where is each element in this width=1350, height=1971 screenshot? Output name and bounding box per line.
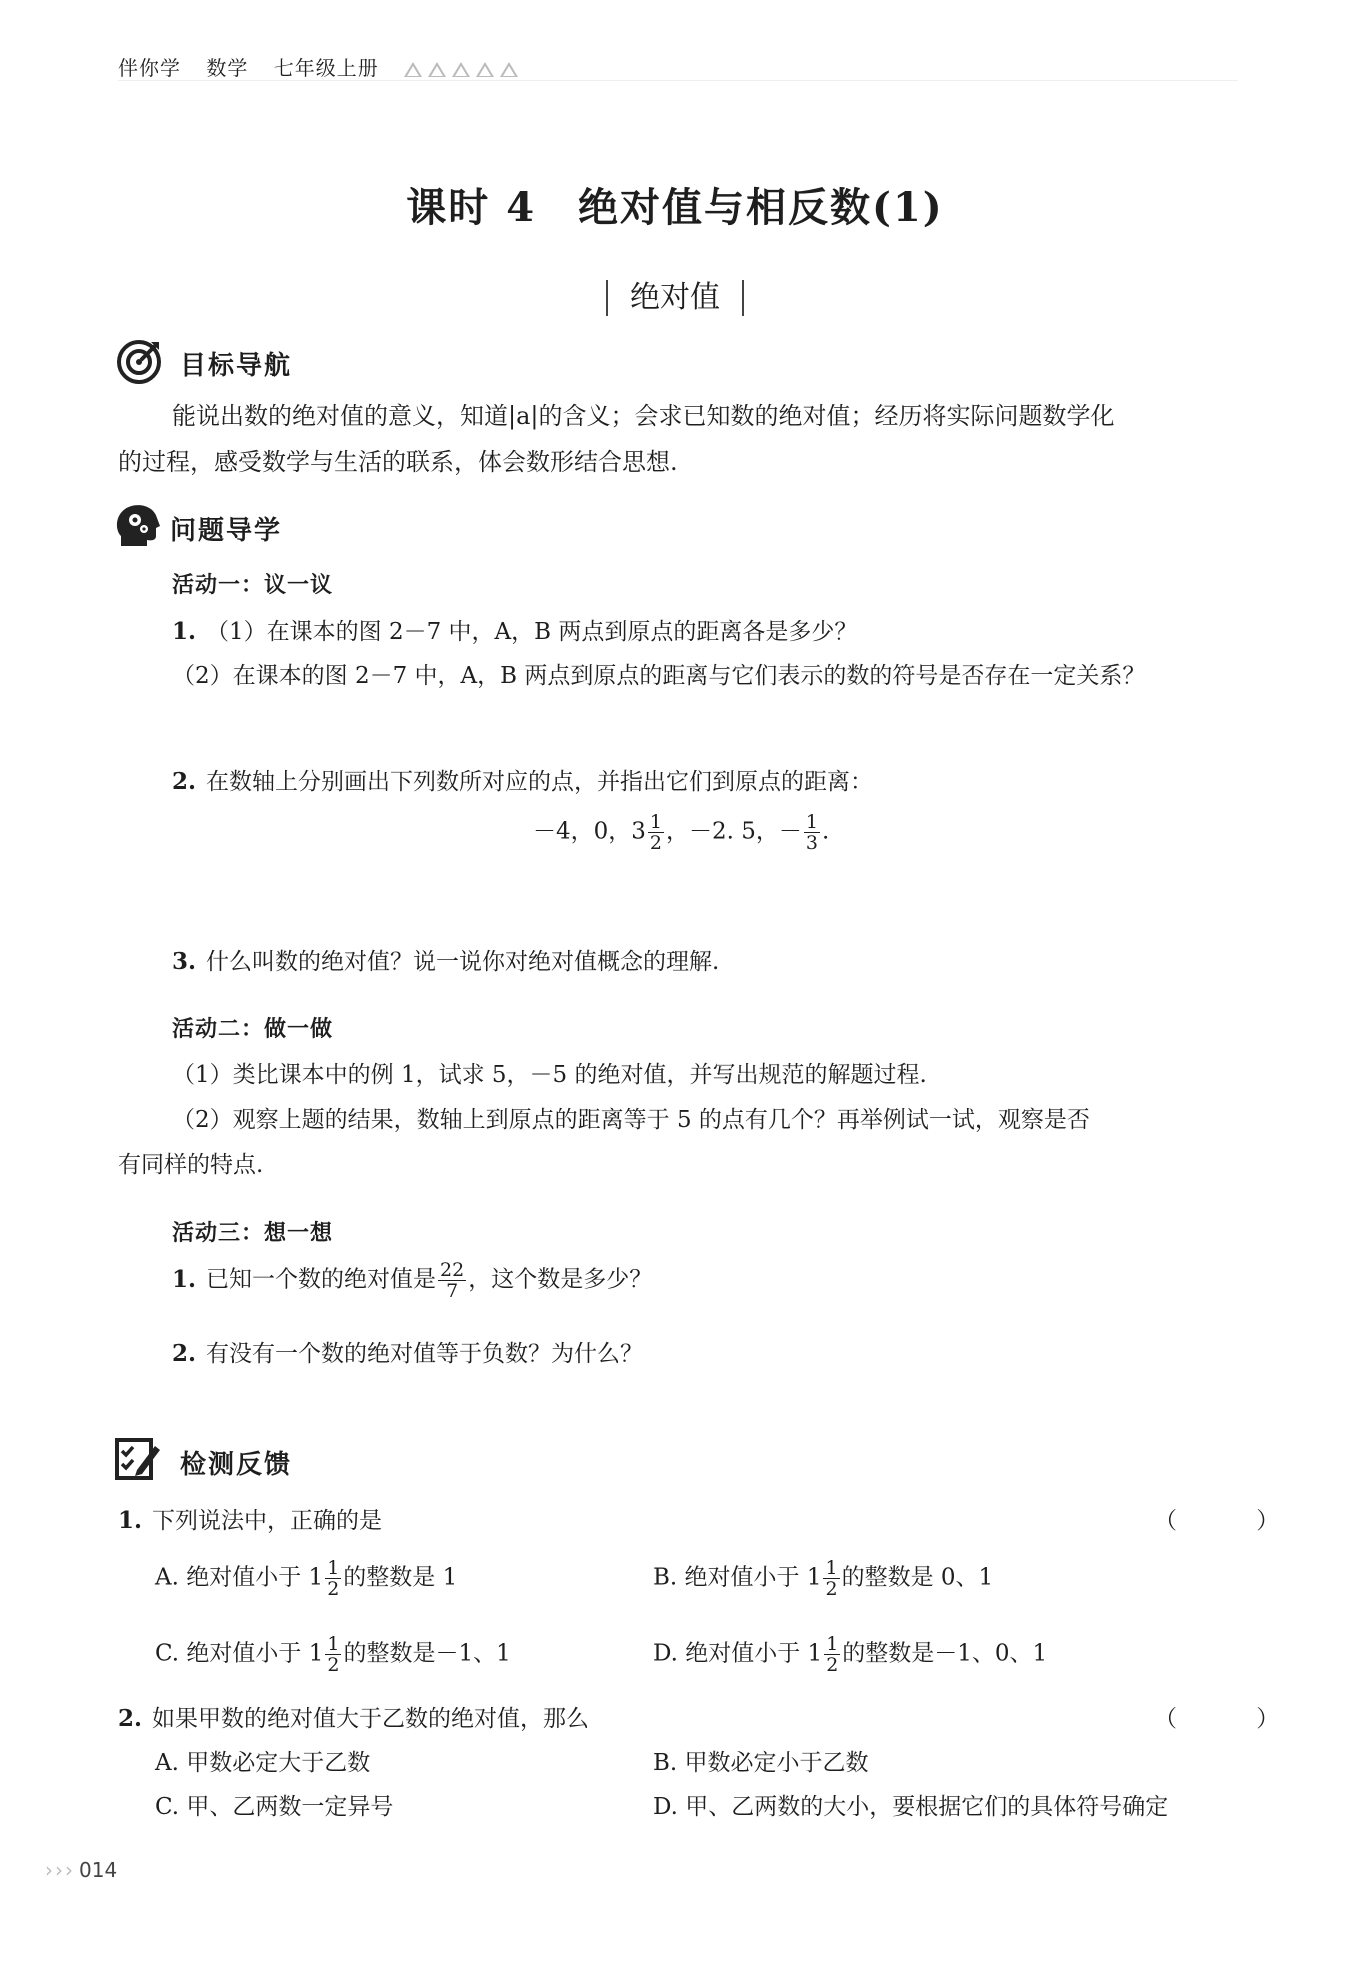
act1-question-3: [172, 943, 719, 976]
act2-part-2b: 有同样的特点.: [118, 1152, 264, 1178]
question-number: 2.: [172, 768, 197, 795]
act2-part-2a: （2）观察上题的结果，数轴上到原点的距离等于 5 的点有几个？再举例试一试，观察是否: [172, 1107, 1090, 1133]
question-text-pre: 已知一个数的绝对值是: [206, 1266, 437, 1293]
feedback-question-1: [118, 1502, 382, 1535]
target-icon: [115, 338, 163, 386]
page-number: 014: [79, 1858, 118, 1882]
section-subtitle: [0, 280, 1350, 316]
question-text: （1）在课本的图 2－7 中，A，B 两点到原点的距离各是多少？: [206, 619, 858, 645]
numerator: 1: [327, 1557, 340, 1579]
question-number: 2.: [172, 1340, 197, 1367]
fraction-22-7: [438, 1260, 466, 1301]
option-c: [155, 1634, 511, 1675]
numerator: 1: [825, 1557, 838, 1579]
option-text: 的整数是 1: [343, 1564, 458, 1591]
answer-parentheses[interactable]: （ ）: [1154, 1706, 1316, 1732]
option-text: D. 绝对值小于 1: [653, 1640, 823, 1667]
question-text: 什么叫数的绝对值？说一说你对绝对值概念的理解.: [206, 949, 720, 975]
act3-question-1: [172, 1260, 652, 1301]
question-text-post: ，这个数是多少？: [468, 1266, 653, 1293]
fraction-one-half: [325, 1558, 341, 1599]
numerator: 22: [440, 1259, 465, 1281]
number-list-part-a: －4，0，3: [533, 818, 646, 845]
option-d: D. 甲、乙两数的大小，要根据它们的具体符号确定: [653, 1794, 1169, 1820]
question-text: 在数轴上分别画出下列数所对应的点，并指出它们到原点的距离：: [206, 769, 874, 795]
lesson-title: 课时 4 绝对值与相反数(1): [406, 184, 944, 231]
option-text: 的整数是－1、1: [343, 1640, 511, 1667]
numerator: 1: [826, 1633, 839, 1655]
option-text: 的整数是－1、0、1: [842, 1640, 1048, 1667]
option-text: B. 绝对值小于 1: [653, 1564, 822, 1591]
question-stem: 如果甲数的绝对值大于乙数的绝对值，那么: [152, 1706, 590, 1732]
fraction-one-third: [804, 812, 820, 853]
act3-question-2: [172, 1335, 643, 1368]
question-number: 2.: [118, 1705, 143, 1732]
answer-parentheses[interactable]: （ ）: [1154, 1508, 1316, 1534]
question-number: 1.: [172, 1265, 197, 1293]
option-text: 的整数是 0、1: [841, 1564, 994, 1591]
activity-2-title: 活动二：做一做: [172, 1017, 334, 1042]
guide-heading: 问题导学: [170, 516, 283, 546]
act2-part-1: （1）类比课本中的例 1，试求 5，－5 的绝对值，并写出规范的解题过程.: [172, 1062, 927, 1088]
subtitle-text: 绝对值: [606, 280, 744, 316]
running-header: [118, 52, 542, 82]
option-a: [155, 1558, 457, 1599]
numerator: 1: [805, 811, 818, 833]
target-nav-heading: 目标导航: [180, 351, 293, 381]
act1-number-list: [533, 812, 829, 853]
number-list-end: .: [821, 818, 830, 845]
numerator: 1: [327, 1633, 340, 1655]
feedback-heading: 检测反馈: [180, 1450, 293, 1480]
denominator: 3: [805, 832, 818, 854]
checklist-pencil-icon: [113, 1434, 161, 1482]
fraction-one-half: [824, 1634, 840, 1675]
feedback-question-2: [118, 1700, 589, 1733]
number-list-part-b: ，－2. 5，－: [666, 818, 802, 845]
option-b: B. 甲数必定小于乙数: [653, 1750, 869, 1776]
question-stem: 下列说法中，正确的是: [152, 1508, 383, 1534]
denominator: 2: [826, 1654, 839, 1676]
option-b: [653, 1558, 993, 1599]
act1-question-2: [172, 763, 873, 796]
guide-heading-group: [113, 502, 161, 554]
option-a: A. 甲数必定大于乙数: [155, 1750, 371, 1776]
activity-3-title: 活动三：想一想: [172, 1221, 334, 1246]
denominator: 2: [327, 1578, 340, 1600]
fraction-one-half: [823, 1558, 839, 1599]
act1-question-1a: [172, 613, 857, 646]
header-divider: [118, 80, 1238, 81]
activity-1-title: 活动一：议一议: [172, 573, 334, 598]
denominator: 7: [446, 1280, 459, 1302]
fraction-one-half: [648, 812, 664, 853]
question-number: 1.: [118, 1507, 143, 1534]
head-gears-icon: [113, 502, 161, 550]
question-text: 有没有一个数的绝对值等于负数？为什么？: [206, 1341, 644, 1367]
question-number: 3.: [172, 948, 197, 975]
denominator: 2: [649, 832, 662, 854]
option-text: C. 绝对值小于 1: [155, 1640, 324, 1667]
option-d: [653, 1634, 1047, 1675]
target-nav-line-1: 能说出数的绝对值的意义，知道|a|的含义；会求已知数的绝对值；经历将实际问题数学化: [172, 402, 1115, 430]
act1-question-1b: （2）在课本的图 2－7 中，A，B 两点到原点的距离与它们表示的数的符号是否存在一定关系？: [172, 663, 1146, 689]
page-footer: [45, 1858, 117, 1882]
numerator: 1: [649, 811, 662, 833]
header-triangles-decoration: [404, 58, 524, 82]
denominator: 2: [825, 1578, 838, 1600]
fraction-one-half: [325, 1634, 341, 1675]
question-number: 1.: [172, 618, 197, 645]
header-book: 伴你学: [118, 56, 181, 80]
target-nav-line-2: 的过程，感受数学与生活的联系，体会数形结合思想.: [118, 448, 678, 476]
option-text: A. 绝对值小于 1: [155, 1564, 324, 1591]
header-subject: 数学: [206, 56, 249, 80]
target-nav-heading-group: [115, 338, 163, 390]
denominator: 2: [327, 1654, 340, 1676]
header-grade: 七年级上册: [273, 56, 379, 80]
arrow-decoration-icon: ›››: [45, 1858, 75, 1882]
option-c: C. 甲、乙两数一定异号: [155, 1794, 394, 1820]
feedback-heading-group: [113, 1434, 161, 1486]
